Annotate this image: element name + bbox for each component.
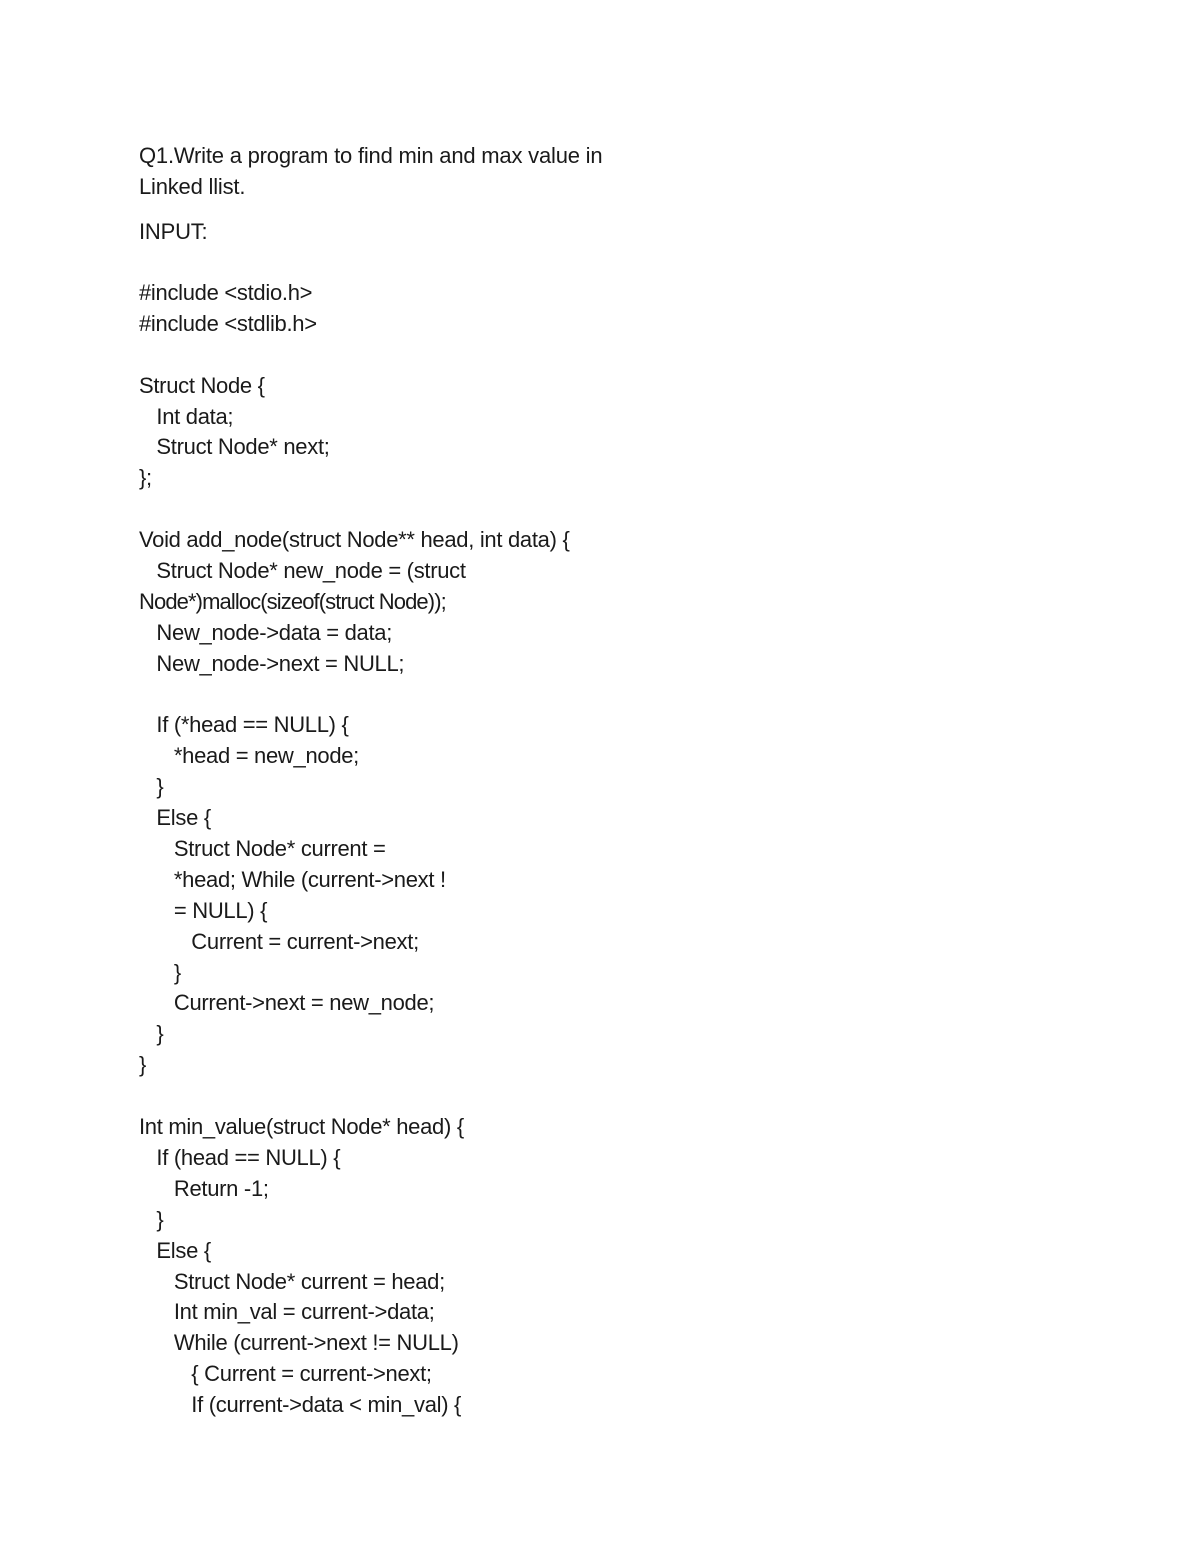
code-line: If (current->data < min_val) {	[139, 1392, 462, 1418]
code-line	[139, 340, 1039, 371]
code-line: }	[139, 1052, 147, 1078]
code-line: = NULL) {	[139, 897, 268, 923]
code-line: Node*)malloc(sizeof(struct Node));	[139, 588, 446, 614]
code-line: };	[139, 465, 152, 491]
code-line: Struct Node* current =	[139, 836, 386, 862]
code-line: Current = current->next;	[139, 928, 419, 954]
code-line: }	[139, 1021, 164, 1047]
code-line: New_node->data = data;	[139, 619, 393, 645]
code-line: Else {	[139, 1237, 211, 1263]
code-line: While (current->next != NULL)	[139, 1330, 459, 1356]
code-line: Struct Node* current = head;	[139, 1268, 445, 1294]
code-line: Int min_value(struct Node* head) {	[139, 1114, 464, 1140]
input-label: INPUT:	[139, 219, 208, 244]
code-line: { Current = current->next;	[139, 1361, 432, 1387]
code-line: #include <stdlib.h>	[139, 310, 317, 336]
code-line: Return -1;	[139, 1175, 269, 1201]
code-line: *head; While (current->next !	[139, 866, 446, 892]
code-line: Struct Node* new_node = (struct	[139, 558, 466, 584]
code-listing	[139, 278, 1039, 1421]
question-line: Q1.Write a program to find min and max value in	[139, 143, 603, 168]
code-line: If (head == NULL) {	[139, 1144, 341, 1170]
question-line: Linked llist.	[139, 174, 246, 199]
code-line: Else {	[139, 805, 211, 831]
code-line: New_node->next = NULL;	[139, 650, 405, 676]
code-line: }	[139, 774, 164, 800]
code-line	[139, 680, 1039, 711]
question-heading	[139, 140, 699, 202]
code-line: }	[139, 959, 181, 985]
code-line	[139, 1081, 1039, 1112]
code-line: #include <stdio.h>	[139, 280, 313, 305]
code-line: If (*head == NULL) {	[139, 712, 349, 738]
code-line: *head = new_node;	[139, 743, 359, 769]
code-line: Struct Node {	[139, 372, 265, 398]
code-line: Current->next = new_node;	[139, 990, 435, 1016]
code-line: Void add_node(struct Node** head, int data) {	[139, 527, 570, 553]
code-line: }	[139, 1206, 164, 1232]
code-line: Int data;	[139, 403, 234, 429]
code-line	[139, 494, 1039, 525]
code-line: Struct Node* next;	[139, 434, 330, 460]
code-line: Int min_val = current->data;	[139, 1299, 435, 1325]
